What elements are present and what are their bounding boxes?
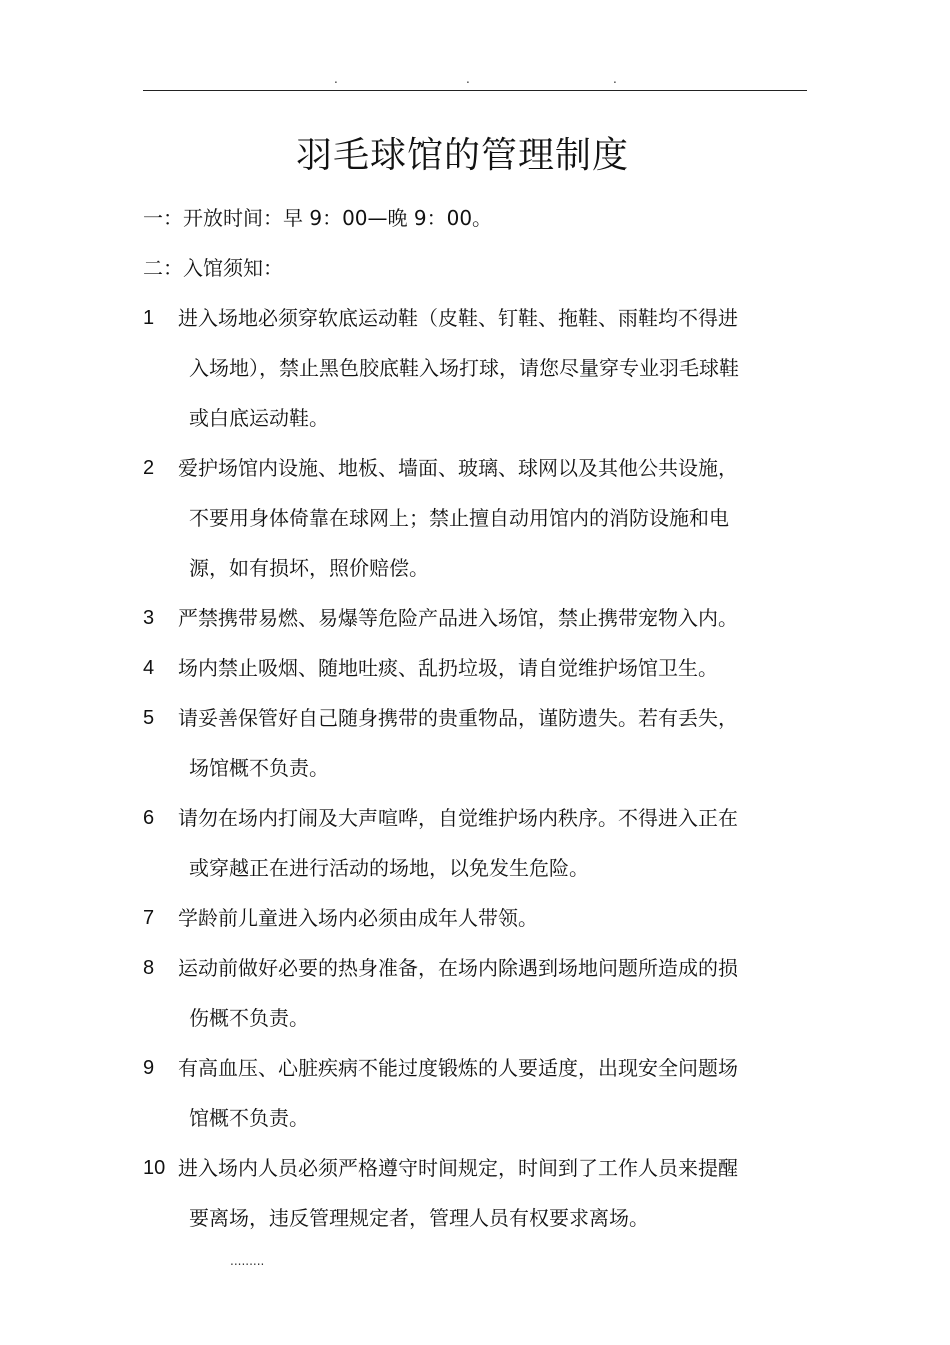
document-title: 羽毛球馆的管理制度 (295, 135, 629, 176)
rule-line: 源，如有损坏，照价赔偿。 (189, 556, 429, 580)
opening-hours: 一：开放时间：早 9：00—晚 9：00。 (143, 206, 493, 230)
rule-number: 9 (143, 1057, 155, 1079)
header-dot: . (466, 72, 470, 86)
rule-line: 馆概不负责。 (189, 1106, 309, 1130)
rule-line: 严禁携带易燃、易爆等危险产品进入场馆，禁止携带宠物入内。 (178, 606, 738, 630)
header-dot: . (334, 72, 338, 86)
rule-line: 不要用身体倚靠在球网上；禁止擅自动用馆内的消防设施和电 (189, 506, 729, 530)
rule-text (178, 654, 783, 704)
rule-line: 或穿越正在进行活动的场地，以免发生危险。 (189, 856, 589, 880)
rule-number: 10 (143, 1157, 166, 1179)
header-dots (0, 72, 950, 86)
footer-dots: ......... (230, 1254, 265, 1268)
rule-text (178, 904, 783, 954)
rule-text (178, 704, 783, 804)
rule-line: 爱护场馆内设施、地板、墙面、玻璃、球网以及其他公共设施， (178, 456, 738, 480)
header-rule (143, 90, 807, 91)
rule-text (178, 604, 783, 654)
rule-number: 8 (143, 957, 155, 979)
header-dot: . (613, 72, 617, 86)
rule-line: 进入场内人员必须严格遵守时间规定，时间到了工作人员来提醒 (178, 1156, 738, 1180)
rule-number: 2 (143, 457, 155, 479)
rule-number: 7 (143, 907, 155, 929)
rule-text (178, 1054, 783, 1154)
rule-number: 4 (143, 657, 155, 679)
rule-text (178, 954, 783, 1054)
rule-line: 学龄前儿童进入场内必须由成年人带领。 (178, 906, 538, 930)
rule-number: 3 (143, 607, 155, 629)
rule-line: 请妥善保管好自己随身携带的贵重物品，谨防遗失。若有丢失， (178, 706, 738, 730)
rule-line: 入场地），禁止黑色胶底鞋入场打球，请您尽量穿专业羽毛球鞋 (189, 356, 739, 380)
rule-text (178, 454, 783, 604)
rule-number: 6 (143, 807, 155, 829)
rule-line: 或白底运动鞋。 (189, 406, 329, 430)
rule-line: 场馆概不负责。 (189, 756, 329, 780)
rule-line: 伤概不负责。 (189, 1006, 309, 1030)
rule-line: 运动前做好必要的热身准备，在场内除遇到场地问题所造成的损 (178, 956, 738, 980)
rule-line: 有高血压、心脏疾病不能过度锻炼的人要适度，出现安全问题场 (178, 1056, 738, 1080)
rule-text (178, 1154, 783, 1254)
rule-line: 进入场地必须穿软底运动鞋（皮鞋、钉鞋、拖鞋、雨鞋均不得进 (178, 306, 738, 330)
rule-line: 请勿在场内打闹及大声喧哗，自觉维护场内秩序。不得进入正在 (178, 806, 738, 830)
rule-line: 场内禁止吸烟、随地吐痰、乱扔垃圾，请自觉维护场馆卫生。 (178, 656, 718, 680)
rule-line: 要离场，违反管理规定者，管理人员有权要求离场。 (189, 1206, 649, 1230)
section-heading: 二：入馆须知： (143, 256, 283, 280)
rule-text (178, 804, 783, 904)
rule-text (178, 304, 783, 454)
rule-number: 5 (143, 707, 155, 729)
rule-number: 1 (143, 307, 155, 329)
